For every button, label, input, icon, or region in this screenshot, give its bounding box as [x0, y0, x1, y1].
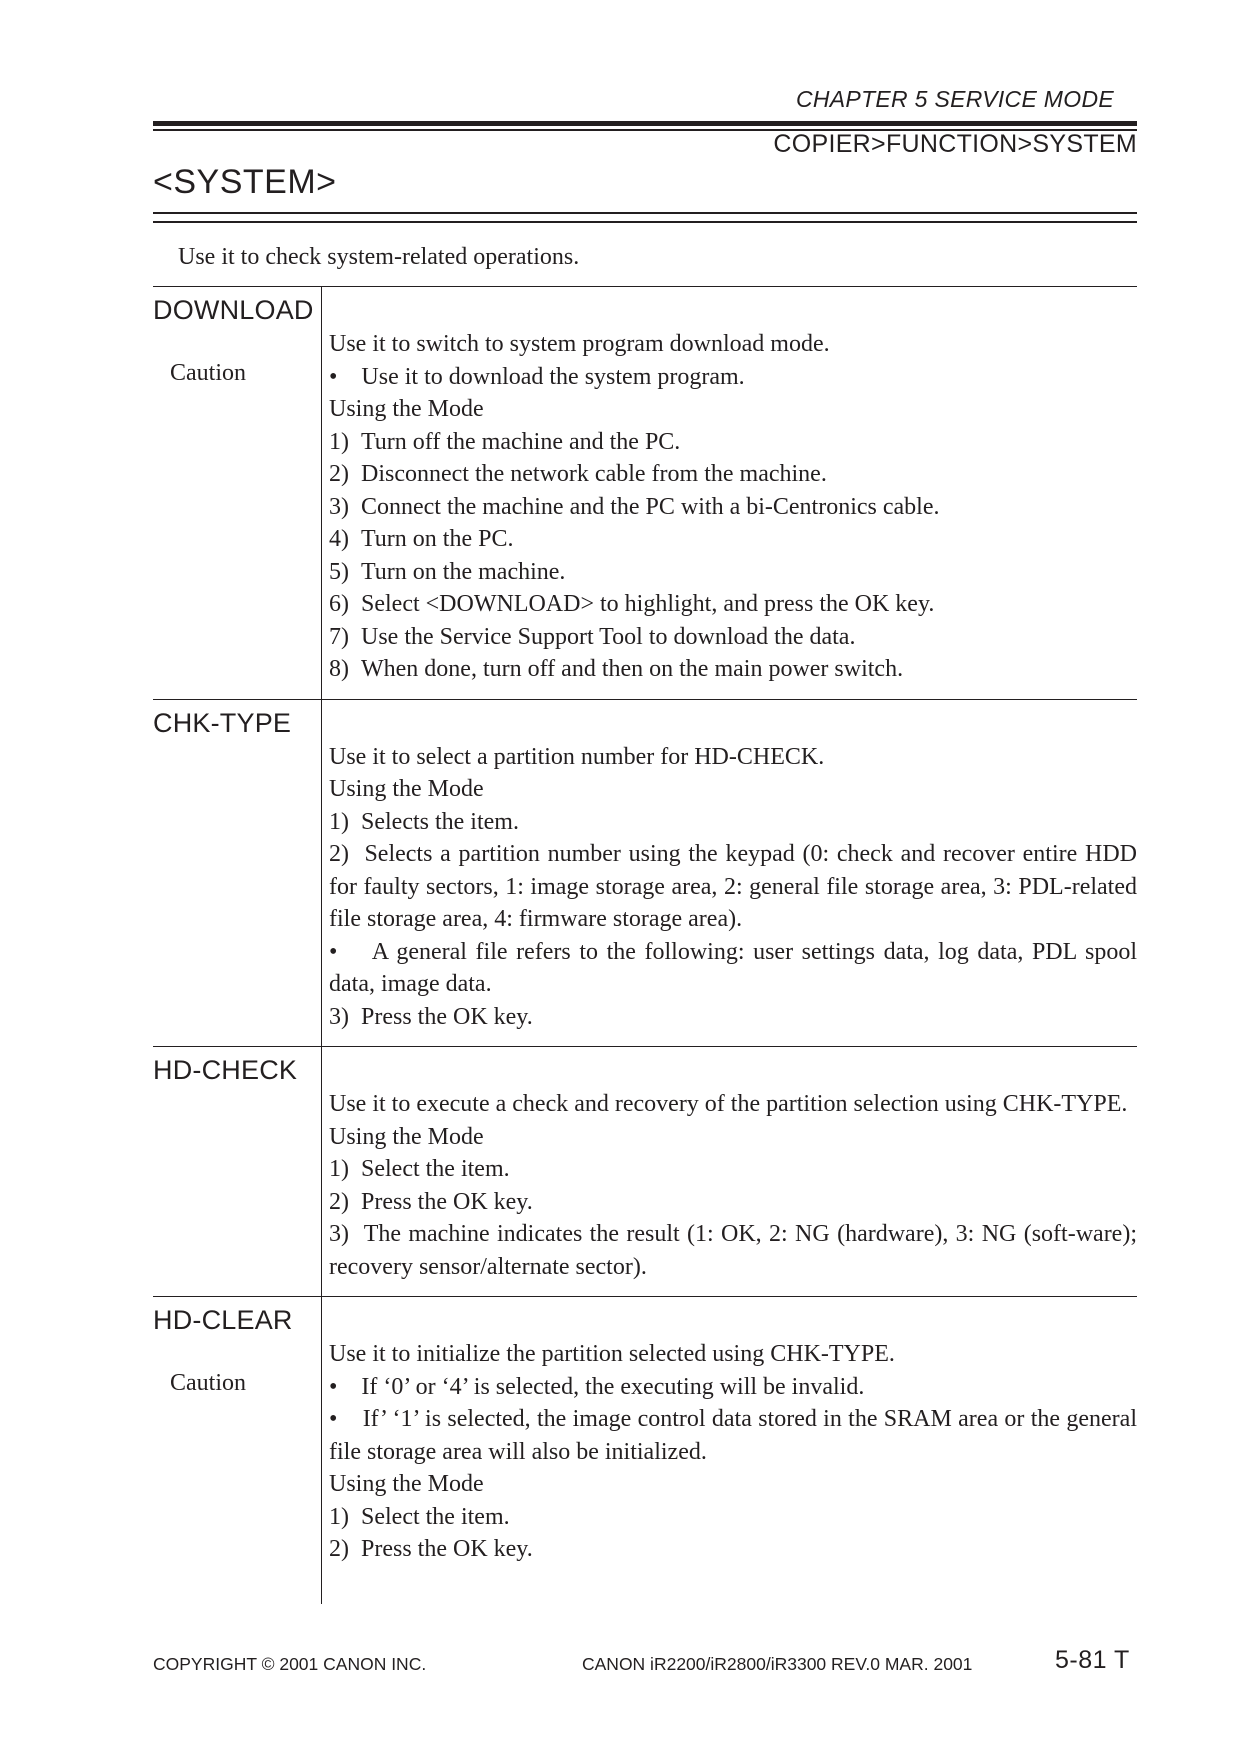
footer-model: CANON iR2200/iR2800/iR3300 REV.0 MAR. 2001	[582, 1654, 973, 1674]
description-line: Using the Mode	[329, 776, 484, 802]
mode-item-key: HD-CLEAR	[153, 1305, 293, 1335]
description-line: Using the Mode	[329, 1471, 484, 1497]
description-line: Using the Mode	[329, 1123, 484, 1150]
mode-item-key-column	[153, 1297, 322, 1604]
header-rule-thick	[153, 121, 1137, 126]
step-line: 7) Use the Service Support Tool to download the data.	[329, 623, 856, 650]
mode-item-list	[153, 286, 1137, 1604]
mode-item-key: CHK-TYPE	[153, 707, 292, 738]
step-line: 2) Press the OK key.	[329, 1188, 533, 1215]
description-line: Use it to initialize the partition selected using CHK-TYPE.	[329, 1341, 895, 1367]
title-rule-top	[153, 212, 1137, 214]
step-line: 2) Disconnect the network cable from the machine.	[329, 461, 827, 487]
mode-item-key-column	[153, 287, 322, 699]
mode-item-description	[322, 1047, 1137, 1296]
breadcrumb: COPIER>FUNCTION>SYSTEM	[773, 130, 1137, 158]
step-line: 1) Select the item.	[329, 1156, 510, 1182]
description-line: Using the Mode	[329, 396, 484, 422]
mode-item-key-column	[153, 700, 322, 1047]
description-line: Use it to select a partition number for HD-CHECK.	[329, 743, 825, 770]
mode-item-hd-clear	[153, 1296, 1137, 1604]
step-line: 2) Press the OK key.	[329, 1536, 533, 1562]
caution-label: Caution	[170, 360, 246, 386]
step-line: 1) Select the item.	[329, 1503, 510, 1530]
step-line: 1) Selects the item.	[329, 808, 519, 835]
step-line: 8) When done, turn off and then on the main power switch.	[329, 656, 904, 682]
mode-item-description	[322, 1297, 1137, 1604]
description-line: Use it to execute a check and recovery of the partition selection using CHK-TYPE.	[329, 1091, 1128, 1117]
step-line: 2) Selects a partition number using the keypad (0: check and recover entire HDD for faulty sectors, 1: image storage area, 2: general file storage area, 3: PDL-related file storage area, 4: firmware storage area).	[329, 841, 1137, 932]
mode-item-key: DOWNLOAD	[153, 295, 314, 325]
mode-item-key-column	[153, 1047, 322, 1296]
chapter-title: CHAPTER 5 SERVICE MODE	[795, 86, 1114, 112]
mode-item-key: HD-CHECK	[153, 1055, 298, 1085]
footer-copyright: COPYRIGHT © 2001 CANON INC.	[153, 1654, 427, 1674]
caution-bullet: • Use it to download the system program.	[329, 363, 745, 390]
step-line: 6) Select <DOWNLOAD> to highlight, and press the OK key.	[329, 591, 935, 617]
step-line: 5) Turn on the machine.	[329, 558, 566, 585]
mode-item-description	[322, 287, 1137, 699]
caution-bullet: • If ‘0’ or ‘4’ is selected, the executing will be invalid.	[329, 1373, 865, 1400]
mode-item-description	[322, 700, 1137, 1047]
caution-bullet: • If’ ‘1’ is selected, the image control data stored in the SRAM area or the general file storage area will also be initialized.	[329, 1406, 1137, 1465]
mode-item-hd-check	[153, 1046, 1137, 1296]
title-rule-bottom	[153, 221, 1137, 223]
note-bullet: • A general file refers to the following: user settings data, log data, PDL spool data, image data.	[329, 938, 1137, 997]
step-line: 3) Press the OK key.	[329, 1003, 533, 1030]
caution-label: Caution	[170, 1370, 246, 1396]
step-line: 3) Connect the machine and the PC with a bi-Centronics cable.	[329, 493, 940, 520]
page-number: 5-81 T	[1055, 1646, 1130, 1674]
step-line: 1) Turn off the machine and the PC.	[329, 428, 681, 455]
step-line: 3) The machine indicates the result (1: OK, 2: NG (hardware), 3: NG (soft-ware); recovery sensor/alternate sector).	[329, 1221, 1137, 1280]
description-line: Use it to switch to system program download mode.	[329, 331, 830, 357]
mode-item-chk-type	[153, 699, 1137, 1047]
page-title: <SYSTEM>	[153, 163, 337, 201]
intro-text: Use it to check system-related operations.	[178, 244, 580, 270]
mode-item-download	[153, 286, 1137, 699]
step-line: 4) Turn on the PC.	[329, 526, 514, 552]
